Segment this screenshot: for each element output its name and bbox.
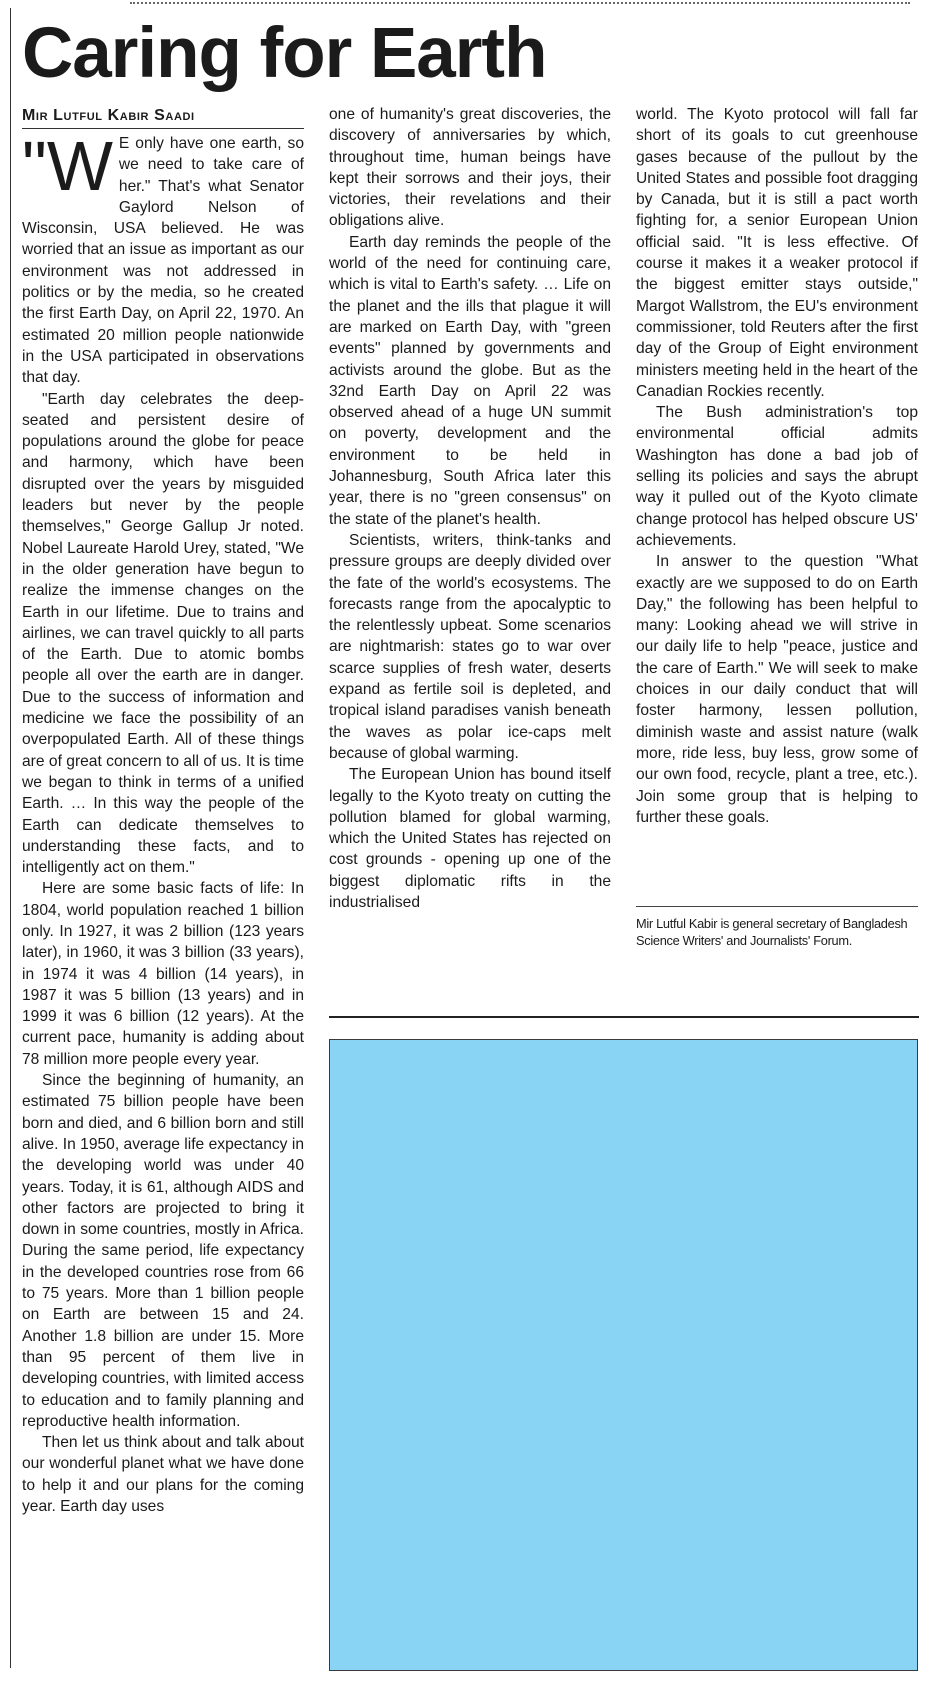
article-paragraph: The Bush administration's top environmental official admits Washington has done a bad job of selling its policies and says the abrupt way it pulled out of the Kyoto climate change protocol has helped obscure US' achievements. xyxy=(636,404,918,549)
article-column-3 xyxy=(636,104,918,828)
blank-ad-box xyxy=(329,1039,918,1671)
article-paragraph: one of humanity's great discoveries, the discovery of anniversaries by which, throughout time, human beings have kept their sorrows and their joys, their victories, their revelations and their obligations alive. xyxy=(329,106,611,230)
article-column-2 xyxy=(329,104,611,913)
article-paragraph: world. The Kyoto protocol will fall far short of its goals to cut greenhouse gases because of the pullout by the United States and possible foot dragging by Canada, but it is still a pact worth fighting for, a senior European Union official said. "It is less effective. Of course it makes it a weaker protocol if the biggest emitter stays outside," Margot Wallstrom, the EU's environment commissioner, told Reuters after the first day of the Group of Eight environment ministers meeting held in the heart of the Canadian Rockies recently. xyxy=(636,106,918,400)
top-dotted-border xyxy=(130,2,910,4)
author-note: Mir Lutful Kabir is general secretary of Bangladesh Science Writers' and Journalists' Forum. xyxy=(636,906,918,949)
article-column-1 xyxy=(22,127,304,1517)
headline: Caring for Earth xyxy=(22,14,547,93)
article-paragraph: Scientists, writers, think-tanks and pressure groups are deeply divided over the fate of the world's ecosystems. The forecasts range from the apocalyptic to the relentlessly upbeat. Some scenarios are nightmarish: states go to war over scarce supplies of fresh water, deserts expand as fertile soil is depleted, and tropical island paradises vanish beneath the waves as polar ice-caps melt because of global warming. xyxy=(329,531,611,762)
left-column-rule xyxy=(10,8,11,1668)
article-paragraph: Earth day reminds the people of the world of the need for continuing care, which is vital to Earth's safety. … Life on the planet and the ills that plague it will are marked on Earth Day, with "green events" planned by governments and activists around the globe. But as the 32nd Earth Day on April 22 was observed ahead of a huge UN summit on poverty, development and the environment to be held in Johannesburg, South Africa later this year, there is no "green consensus" on the state of the planet's health. xyxy=(329,233,611,528)
lead-paragraph-text: E only have one earth, so we need to take care of her." That's what Senator Gaylord Nelson of Wisconsin, USA believed. He was worried that an issue as important as our environment was not addressed in politics or by the media, so he created the first Earth Day, on April 22, 1970. An estimated 20 million people nationwide in the USA participated in observations that day. xyxy=(22,135,304,387)
article-paragraph: "Earth day celebrates the deep-seated and persistent desire of populations around the globe for peace and harmony, which have been disrupted over the years by misguided leaders but never by the people themselves," George Gallup Jr noted. Nobel Laureate Harold Urey, stated, "We in the older generation have begun to realize the immense changes on the Earth in our lifetime. Due to trains and airlines, we can travel quickly to all parts of the Earth. Due to atomic bombs people all over the earth are in danger. Due to the success of information and medicine we face the possibility of an overpopulated Earth. All of these things are of great concern to all of us. It is time we began to think in terms of a unified Earth. … In this way the people of the Earth can dedicate themselves to understanding these facts, and to intelligently act on them." xyxy=(22,390,304,877)
article-paragraph: In answer to the question "What exactly are we supposed to do on Earth Day," the following has been helpful to many: Looking ahead we will strive in our daily life to help "peace, justice and the care of Earth." We will seek to make choices in our daily conduct that will foster harmony, lessen pollution, diminish waste and assist nature (walk more, ride less, buy less, grow some of our own food, recycle, plant a tree, etc.). Join some group that is helping to further these goals. xyxy=(636,553,918,826)
article-paragraph: Here are some basic facts of life: In 1804, world population reached 1 billion only. In 1927, it was 2 billion (123 years later), in 1960, it was 3 billion (33 years), in 1974 it was 4 billion (14 years), in 1987 it was 5 billion (13 years) and in 1999 it was 6 billion (12 years). At the current pace, humanity is adding about 78 million more people every year. xyxy=(22,880,304,1068)
article-paragraph: Then let us think about and talk about our wonderful planet what we have done to help it and our plans for the coming year. Earth day uses xyxy=(22,1434,304,1515)
section-divider xyxy=(329,1016,919,1018)
article-paragraph: Since the beginning of humanity, an estimated 75 billion people have been born and died, and 6 billion born and still alive. In 1950, average life expectancy in the developing world was under 40 years. Today, it is 61, although AIDS and other factors are projected to bring it down in some countries, mostly in Africa. During the same period, life expectancy in the developed countries rose from 66 to 75 years. More than 1 billion people on Earth are between 15 and 24. Another 1.8 billion are under 15. More than 95 percent of them live in developing countries, with limited access to education and to family planning and reproductive health information. xyxy=(22,1072,304,1430)
article-paragraph: The European Union has bound itself legally to the Kyoto treaty on cutting the pollution blamed for global warming, which the United States has rejected on cost grounds - opening up one of the biggest diplomatic rifts in the industrialised xyxy=(329,766,611,911)
article-paragraph xyxy=(22,127,304,389)
drop-cap: "W xyxy=(22,127,113,205)
author-byline: Mir Lutful Kabir Saadi xyxy=(22,106,304,129)
